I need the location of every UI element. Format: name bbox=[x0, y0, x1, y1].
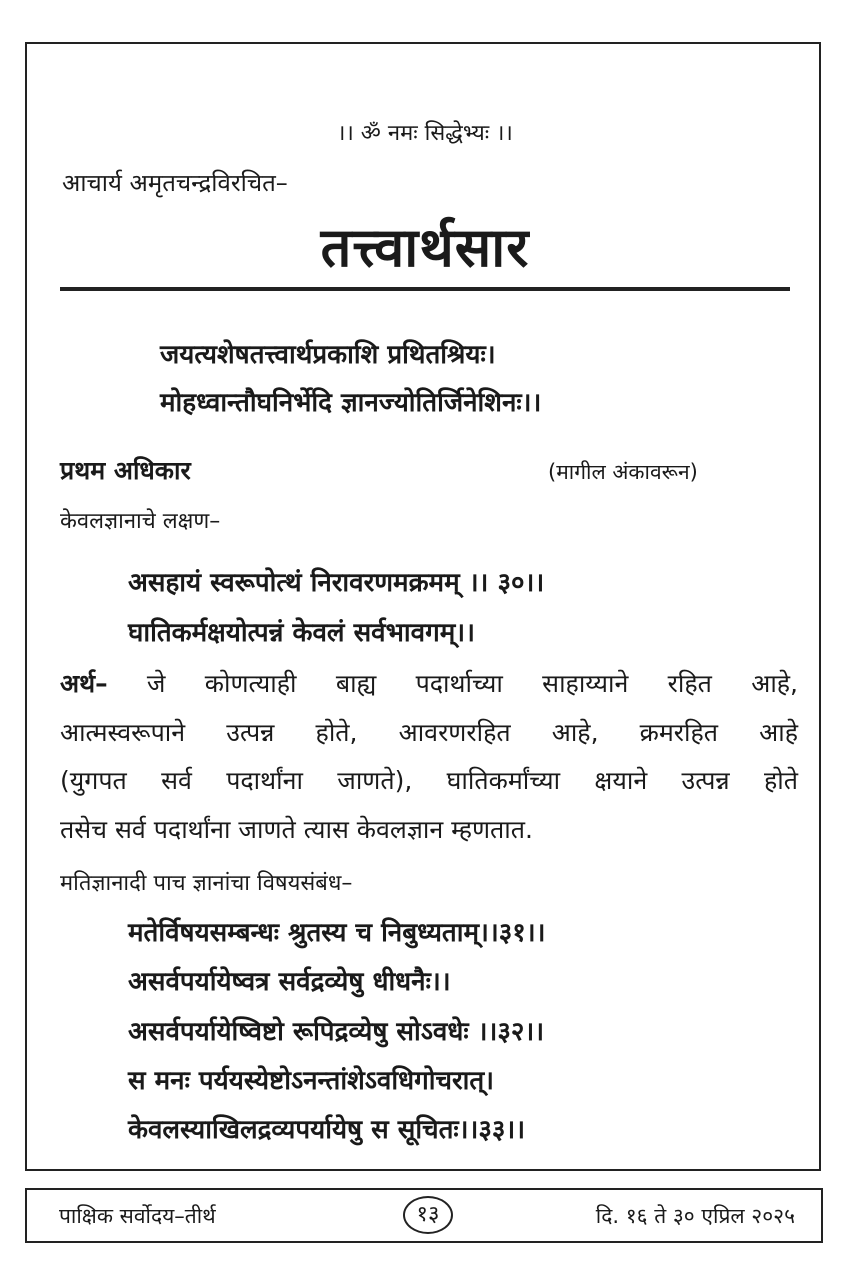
chapter-heading: प्रथम अधिकार bbox=[60, 456, 191, 485]
section-subheading: मतिज्ञानादी पाच ज्ञानांचा विषयसंबंध– bbox=[60, 871, 353, 896]
publication-name: पाक्षिक सर्वोदय–तीर्थ bbox=[59, 1204, 216, 1228]
verse-32-line-1: असर्वपर्यायेष्विष्टो रूपिद्रव्येषु सोऽवधेः ।।३२।। bbox=[128, 1017, 545, 1047]
meaning-line: (युगपत सर्व पदार्थांना जाणते), घातिकर्मांच्या क्षयाने उत्पन्न होते bbox=[60, 766, 798, 795]
continuation-note: (मागील अंकावरून) bbox=[548, 460, 698, 484]
meaning-line: आत्मस्वरूपाने उत्पन्न होते, आवरणरहित आहे, क्रमरहित आहे bbox=[60, 717, 798, 747]
meaning-line: तसेच सर्व पदार्थांना जाणते त्यास केवलज्ञान म्हणतात. bbox=[60, 814, 533, 844]
invocation: ।। ॐ नमः सिद्धेभ्यः ।। bbox=[337, 121, 513, 146]
page-title: तत्त्वार्थसार bbox=[320, 216, 530, 279]
verse-30-line-2: घातिकर्मक्षयोत्पन्नं केवलं सर्वभावगम्।। bbox=[128, 618, 476, 648]
verse-30-line-1: असहायं स्वरूपोत्थं निरावरणमक्रमम् ।। ३०।। bbox=[128, 568, 545, 598]
section-subheading: केवलज्ञानाचे लक्षण– bbox=[60, 509, 221, 534]
page-footer bbox=[25, 1188, 823, 1243]
title-divider bbox=[60, 287, 790, 291]
verse-33-line-1: केवलस्याखिलद्रव्यपर्यायेषु स सूचितः।।३३।। bbox=[128, 1115, 526, 1145]
mangalacharan-line-2: मोहध्वान्तौघनिर्भेदि ज्ञानज्योतिर्जिनेशिनः।। bbox=[160, 388, 542, 418]
meaning-line bbox=[60, 660, 798, 709]
verse-32-line-2: स मनः पर्ययस्येष्टोऽनन्तांशेऽवधिगोचरात्। bbox=[128, 1066, 495, 1096]
meaning-paragraph bbox=[60, 660, 798, 854]
meaning-label: अर्थ– bbox=[60, 669, 108, 698]
mangalacharan-line-1: जयत्यशेषतत्त्वार्थप्रकाशि प्रथितश्रियः। bbox=[160, 340, 496, 370]
verse-31-line-1: मतेर्विषयसम्बन्धः श्रुतस्य च निबुध्यताम्।।३१।। bbox=[128, 918, 546, 948]
verse-31-line-2: असर्वपर्यायेष्वत्र सर्वद्रव्येषु धीधनैः।। bbox=[128, 967, 451, 997]
meaning-line-text: जे कोणत्याही बाह्य पदार्थाच्या साहाय्याने रहित आहे, bbox=[146, 669, 798, 698]
issue-date: दि. १६ ते ३० एप्रिल २०२५ bbox=[595, 1204, 795, 1228]
page-number: १३ bbox=[403, 1196, 453, 1234]
author-line: आचार्य अमृतचन्द्रविरचित– bbox=[62, 169, 288, 197]
